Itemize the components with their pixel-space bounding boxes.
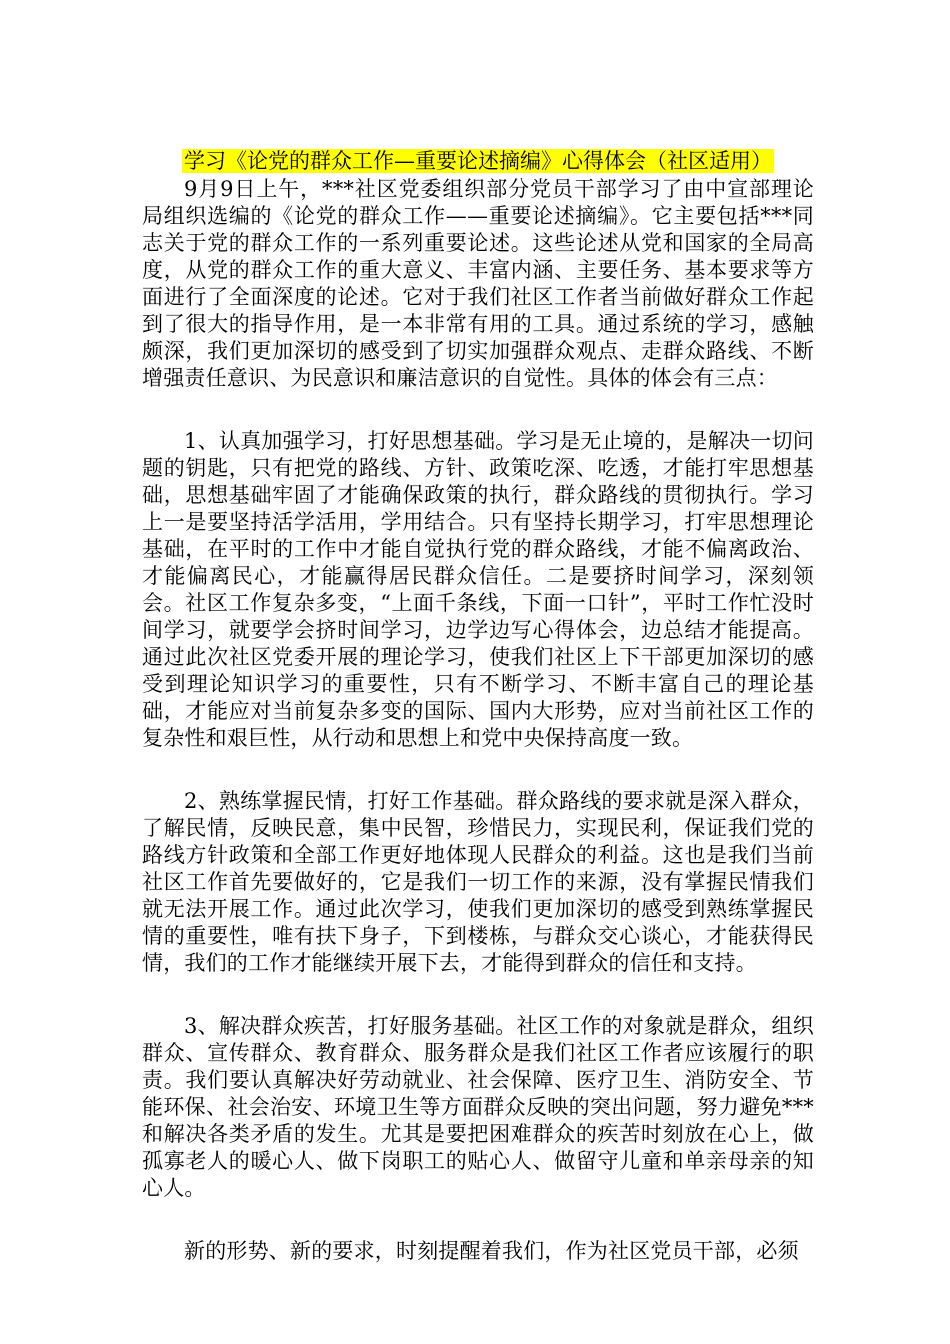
point-three-paragraph: 3、解决群众疾苦，打好服务基础。社区工作的对象就是群众，组织群众、宣传群众、教育群众、服务群众是我们社区工作者应该履行的职责。我们要认真解决好劳动就业、社会保障、医疗卫生、消防安全、节能环保、社会治安、环境卫生等方面群众反映的突出问题，努力避免***和解决各类矛盾的发生。尤其是要把困难群众的疾苦时刻放在心上，做孤寡老人的暖心人、做下岗职工的贴心人、做留守儿童和单亲母亲的知心人。 bbox=[142, 1014, 814, 1200]
intro-paragraph: 9月9日上午，***社区党委组织部分党员干部学习了由中宣部理论局组织选编的《论党的群众工作——重要论述摘编》。它主要包括***同志关于党的群众工作的一系列重要论述。这些论述从党和国家的全局高度，从党的群众工作的重大意义、丰富内涵、主要任务、基本要求等方面进行了全面深度的论述。它对于我们社区工作者当前做好群众工作起到了很大的指导作用，是一本非常有用的工具。通过系统的学习，感触颇深，我们更加深切的感受到了切实加强群众观点、走群众路线、不断增强责任意识、为民意识和廉洁意识的自觉性。具体的体会有三点： bbox=[142, 177, 814, 390]
point-one-paragraph: 1、认真加强学习，打好思想基础。学习是无止境的，是解决一切问题的钥匙，只有把党的路线、方针、政策吃深、吃透，才能打牢思想基础，思想基础牢固了才能确保政策的执行，群众路线的贯彻执行。学习上一是要坚持活学活用，学用结合。只有坚持长期学习，打牢思想理论基础，在平时的工作中才能自觉执行党的群众路线，才能不偏离政治、才能偏离民心，才能赢得居民群众信任。二是要挤时间学习，深刻领会。社区工作复杂多变，“上面千条线，下面一口针”，平时工作忙没时间学习，就要学会挤时间学习，边学边写心得体会，边总结才能提高。通过此次社区党委开展的理论学习，使我们社区上下干部更加深切的感受到理论知识学习的重要性，只有不断学习、不断丰富自己的理论基础，才能应对当前复杂多变的国际、国内大形势，应对当前社区工作的复杂性和艰巨性，从行动和思想上和党中央保持高度一致。 bbox=[142, 429, 814, 750]
highlighted-title-text: 学习《论党的群众工作—重要论述摘编》心得体会（社区适用） bbox=[184, 149, 772, 173]
document-title bbox=[142, 146, 814, 176]
point-two-paragraph: 2、熟练掌握民情，打好工作基础。群众路线的要求就是深入群众，了解民情，反映民意，集中民智，珍惜民力，实现民利，保证我们党的路线方针政策和全部工作更好地体现人民群众的利益。这也是我们当前社区工作首先要做好的，它是我们一切工作的来源，没有掌握民情我们就无法开展工作。通过此次学习，使我们更加深切的感受到熟练掌握民情的重要性，唯有扶下身子，下到楼栋，与群众交心谈心，才能获得民情，我们的工作才能继续开展下去，才能得到群众的信任和支持。 bbox=[142, 789, 814, 975]
closing-paragraph: 新的形势、新的要求，时刻提醒着我们，作为社区党员干部，必须 bbox=[184, 1239, 799, 1263]
document-page bbox=[142, 146, 814, 1265]
